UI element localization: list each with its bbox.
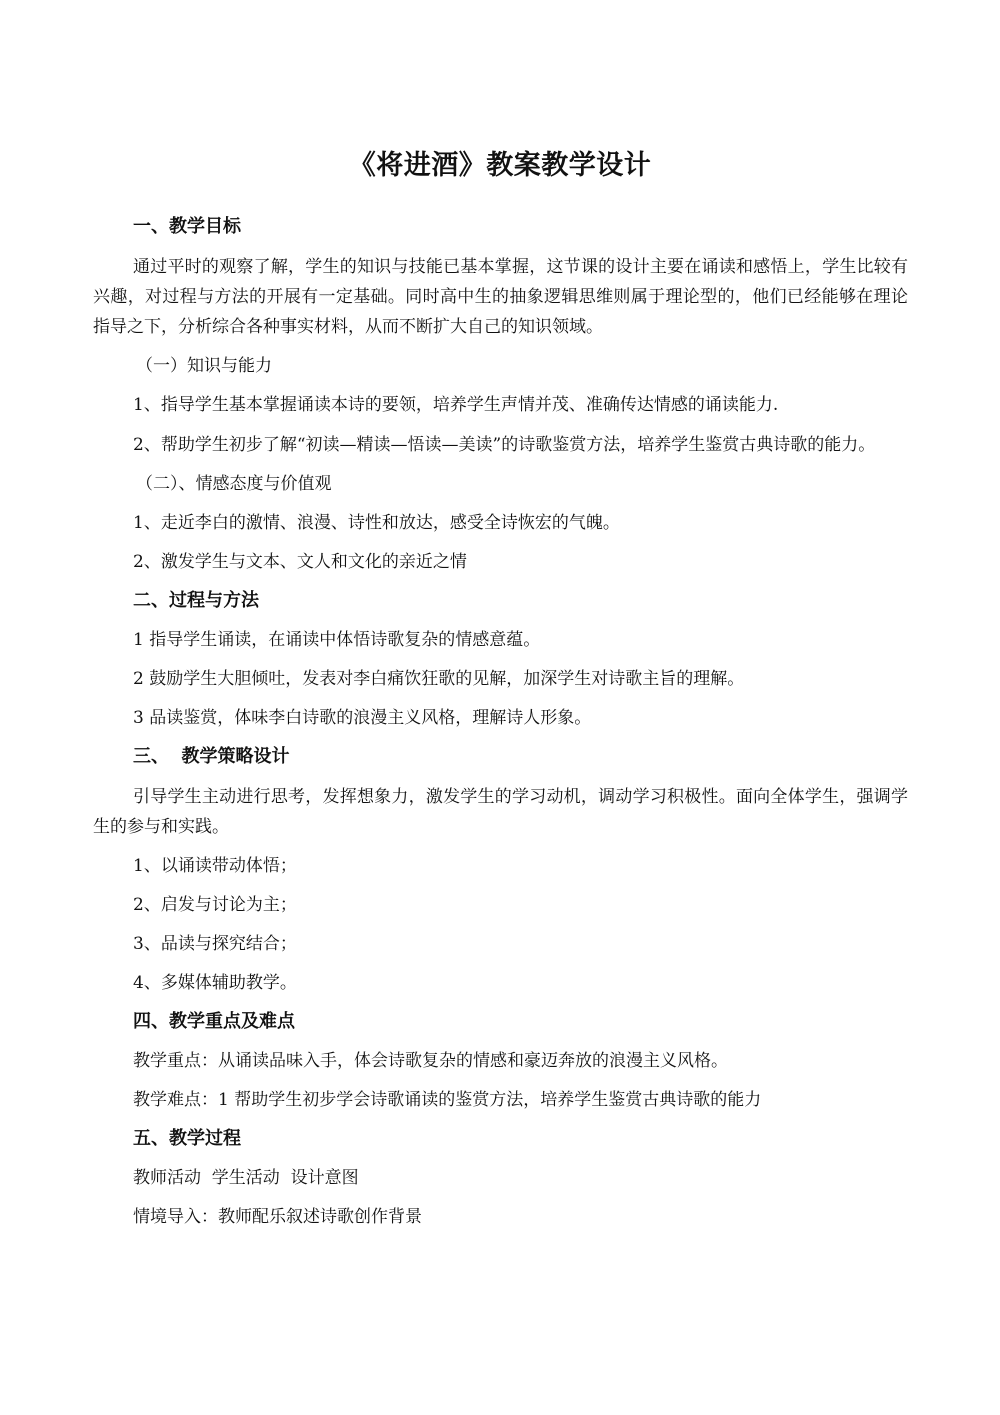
knowledge-item-2: 2、帮助学生初步了解“初读—精读—悟读—美读”的诗歌鉴赏方法，培养学生鉴赏古典诗歌的能力。 xyxy=(133,435,876,455)
process-item-2: 2 鼓励学生大胆倾吐，发表对李白痛饮狂歌的见解，加深学生对诗歌主旨的理解。 xyxy=(133,669,745,689)
section-heading-key-points: 四、教学重点及难点 xyxy=(133,1011,295,1032)
knowledge-item-1: 1、指导学生基本掌握诵读本诗的要领，培养学生声情并茂、准确传达情感的诵读能力. xyxy=(133,395,779,415)
strategy-item-3: 3、品读与探究结合； xyxy=(133,934,297,954)
section-heading-strategy: 三、 教学策略设计 xyxy=(133,746,290,767)
subheading-attitude-values: （二）、情感态度与价值观 xyxy=(136,474,332,494)
attitude-item-2: 2、激发学生与文本、文人和文化的亲近之情 xyxy=(133,552,467,572)
teaching-difficulty: 教学难点：1 帮助学生初步学会诗歌诵读的鉴赏方法，培养学生鉴赏古典诗歌的能力 xyxy=(133,1090,762,1110)
attitude-item-1: 1、走近李白的激情、浪漫、诗性和放达，感受全诗恢宏的气魄。 xyxy=(133,513,620,533)
process-item-1: 1 指导学生诵读，在诵读中体悟诗歌复杂的情感意蕴。 xyxy=(133,630,541,650)
process-item-3: 3 品读鉴赏，体味李白诗歌的浪漫主义风格，理解诗人形象。 xyxy=(133,708,592,728)
strategy-item-1: 1、以诵读带动体悟； xyxy=(133,856,297,876)
document-body xyxy=(93,213,908,1242)
document-title: 《将进酒》教案教学设计 xyxy=(348,150,652,181)
strategy-item-2: 2、启发与讨论为主； xyxy=(133,895,297,915)
section-heading-objectives: 一、教学目标 xyxy=(133,216,241,237)
objectives-intro-paragraph: 通过平时的观察了解，学生的知识与技能已基本掌握，这节课的设计主要在诵读和感悟上，学生比较有兴趣，对过程与方法的开展有一定基础。同时高中生的抽象逻辑思维则属于理论型的，他们已经能够在理论指导之下，分析综合各种事实材料，从而不断扩大自己的知识领域。 xyxy=(93,257,908,337)
section-heading-teaching-process: 五、教学过程 xyxy=(133,1128,241,1149)
section-heading-process: 二、过程与方法 xyxy=(133,590,259,611)
teaching-key-point: 教学重点：从诵读品味入手，体会诗歌复杂的情感和豪迈奔放的浪漫主义风格。 xyxy=(133,1051,728,1071)
situation-introduction: 情境导入：教师配乐叙述诗歌创作背景 xyxy=(133,1207,422,1227)
subheading-knowledge-ability: （一）知识与能力 xyxy=(136,356,272,376)
strategy-item-4: 4、多媒体辅助教学。 xyxy=(133,973,297,993)
strategy-intro-paragraph: 引导学生主动进行思考，发挥想象力，激发学生的学习动机，调动学习积极性。面向全体学生，强调学生的参与和实践。 xyxy=(93,787,908,837)
process-columns-header: 教师活动 学生活动 设计意图 xyxy=(133,1168,359,1188)
